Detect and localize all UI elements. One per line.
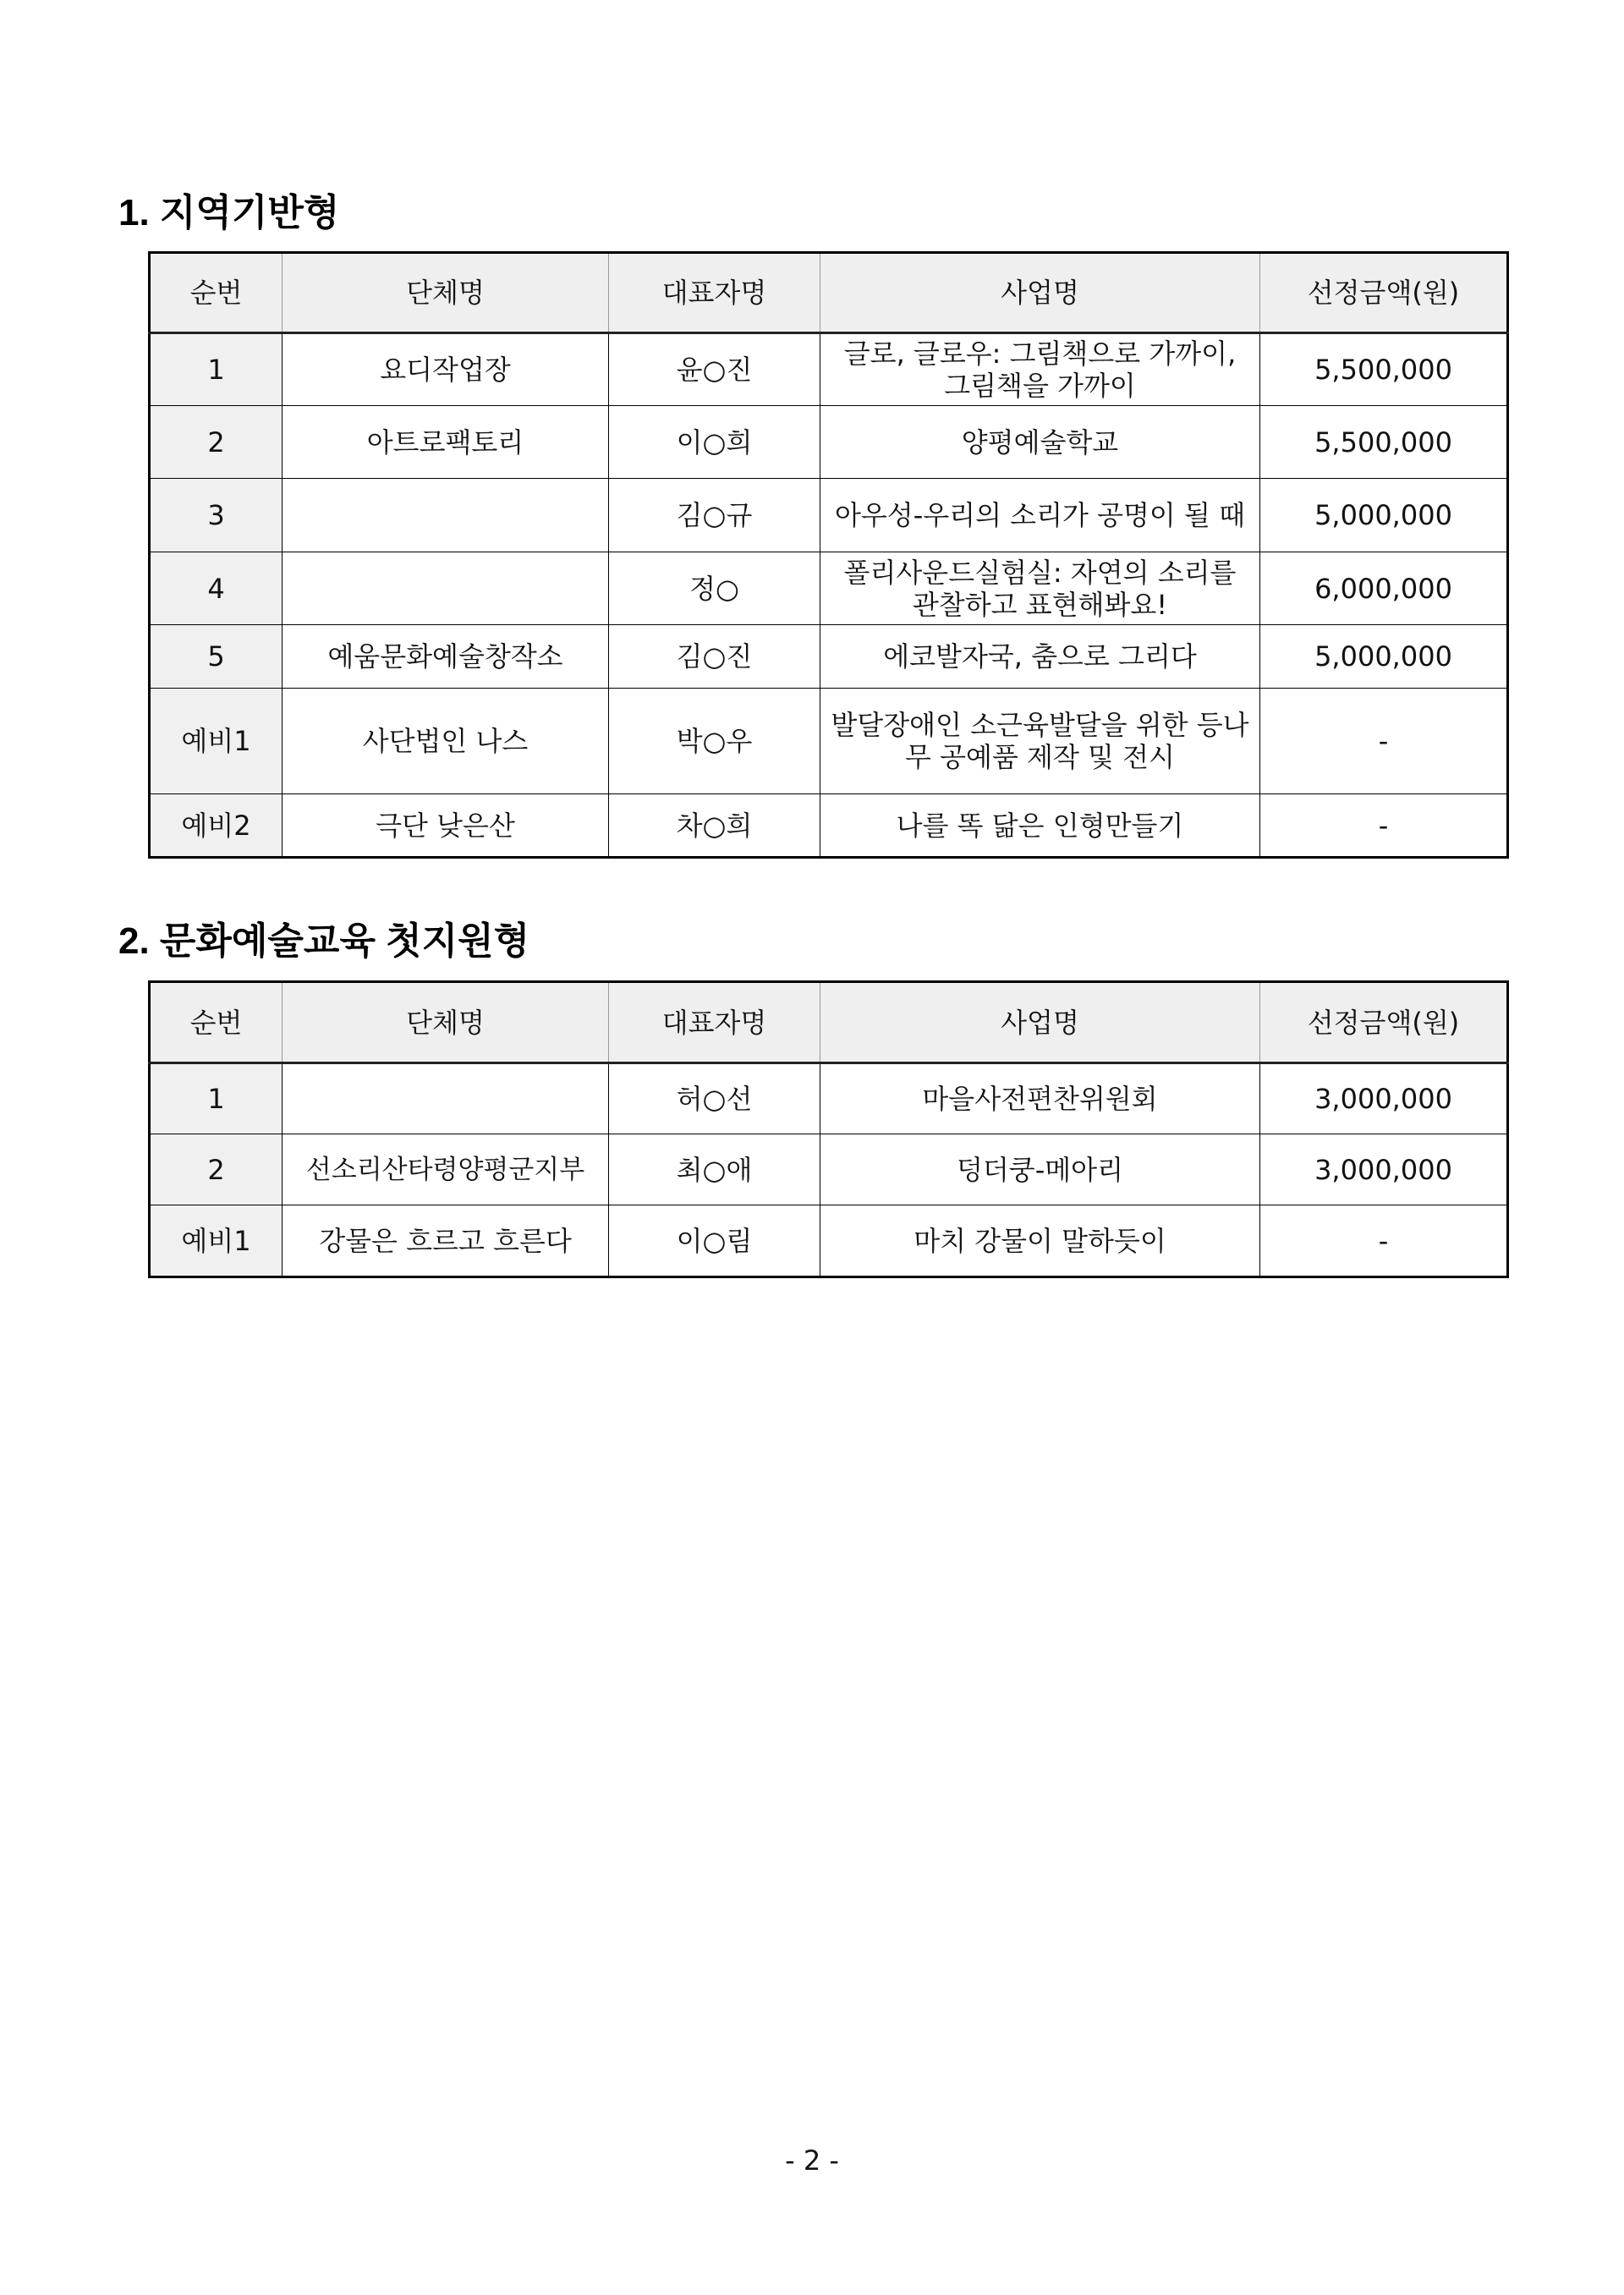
cell-amount: 5,000,000 xyxy=(1260,479,1508,552)
cell-amount: 3,000,000 xyxy=(1260,1134,1508,1205)
cell-project: 발달장애인 소근육발달을 위한 등나무 공예품 제작 및 전시 xyxy=(820,689,1260,794)
first-support-selection-table xyxy=(148,980,1509,1278)
cell-rep: 허○선 xyxy=(609,1063,820,1134)
table-row xyxy=(150,689,1508,794)
cell-no: 1 xyxy=(150,1063,283,1134)
cell-amount: 5,000,000 xyxy=(1260,625,1508,689)
cell-project: 글로, 글로우: 그림책으로 가까이, 그림책을 가까이 xyxy=(820,333,1260,406)
cell-org: 선소리산타령양평군지부 xyxy=(283,1134,609,1205)
table-row xyxy=(150,625,1508,689)
cell-project: 아우성-우리의 소리가 공명이 될 때 xyxy=(820,479,1260,552)
header-org: 단체명 xyxy=(283,982,609,1063)
cell-rep: 박○우 xyxy=(609,689,820,794)
cell-amount: - xyxy=(1260,1205,1508,1277)
cell-org: 예움문화예술창작소 xyxy=(283,625,609,689)
section-title-first-support: 2. 문화예술교육 첫지원형 xyxy=(118,920,530,962)
table-row xyxy=(150,1205,1508,1277)
cell-org: 아트로팩토리 xyxy=(283,406,609,479)
header-no: 순번 xyxy=(150,982,283,1063)
table-row xyxy=(150,794,1508,858)
table-row xyxy=(150,479,1508,552)
cell-org: 극단 낮은산 xyxy=(283,794,609,858)
table-header-row xyxy=(150,253,1508,333)
page-number: - 2 - xyxy=(785,2144,839,2177)
cell-no: 예비1 xyxy=(150,1205,283,1277)
cell-project: 폴리사운드실험실: 자연의 소리를 관찰하고 표현해봐요! xyxy=(820,552,1260,625)
cell-org: 강물은 흐르고 흐른다 xyxy=(283,1205,609,1277)
cell-amount: 3,000,000 xyxy=(1260,1063,1508,1134)
cell-no: 예비1 xyxy=(150,689,283,794)
regional-selection-table xyxy=(148,251,1509,859)
cell-project: 에코발자국, 춤으로 그리다 xyxy=(820,625,1260,689)
header-project: 사업명 xyxy=(820,982,1260,1063)
cell-amount: 5,500,000 xyxy=(1260,333,1508,406)
cell-org: 요디작업장 xyxy=(283,333,609,406)
table-row xyxy=(150,406,1508,479)
header-org: 단체명 xyxy=(283,253,609,333)
cell-org: 사단법인 나스 xyxy=(283,689,609,794)
cell-project: 나를 똑 닮은 인형만들기 xyxy=(820,794,1260,858)
cell-org xyxy=(283,1063,609,1134)
cell-rep: 이○림 xyxy=(609,1205,820,1277)
header-amount: 선정금액(원) xyxy=(1260,253,1508,333)
section-title-regional: 1. 지역기반형 xyxy=(118,192,340,233)
cell-amount: - xyxy=(1260,794,1508,858)
cell-project: 덩더쿵-메아리 xyxy=(820,1134,1260,1205)
table-row xyxy=(150,1134,1508,1205)
header-rep: 대표자명 xyxy=(609,253,820,333)
cell-rep: 김○규 xyxy=(609,479,820,552)
cell-rep: 정○ xyxy=(609,552,820,625)
header-no: 순번 xyxy=(150,253,283,333)
table-row xyxy=(150,552,1508,625)
header-amount: 선정금액(원) xyxy=(1260,982,1508,1063)
cell-no: 2 xyxy=(150,1134,283,1205)
cell-org xyxy=(283,479,609,552)
header-project: 사업명 xyxy=(820,253,1260,333)
cell-no: 4 xyxy=(150,552,283,625)
cell-no: 2 xyxy=(150,406,283,479)
header-rep: 대표자명 xyxy=(609,982,820,1063)
cell-rep: 윤○진 xyxy=(609,333,820,406)
cell-no: 3 xyxy=(150,479,283,552)
cell-rep: 최○애 xyxy=(609,1134,820,1205)
cell-rep: 차○희 xyxy=(609,794,820,858)
cell-no: 예비2 xyxy=(150,794,283,858)
cell-amount: 5,500,000 xyxy=(1260,406,1508,479)
cell-amount: 6,000,000 xyxy=(1260,552,1508,625)
table-row xyxy=(150,333,1508,406)
cell-rep: 이○희 xyxy=(609,406,820,479)
cell-project: 마치 강물이 말하듯이 xyxy=(820,1205,1260,1277)
table-header-row xyxy=(150,982,1508,1063)
cell-rep: 김○진 xyxy=(609,625,820,689)
cell-org xyxy=(283,552,609,625)
table-row xyxy=(150,1063,1508,1134)
cell-no: 5 xyxy=(150,625,283,689)
cell-project: 마을사전편찬위원회 xyxy=(820,1063,1260,1134)
cell-amount: - xyxy=(1260,689,1508,794)
cell-project: 양평예술학교 xyxy=(820,406,1260,479)
cell-no: 1 xyxy=(150,333,283,406)
